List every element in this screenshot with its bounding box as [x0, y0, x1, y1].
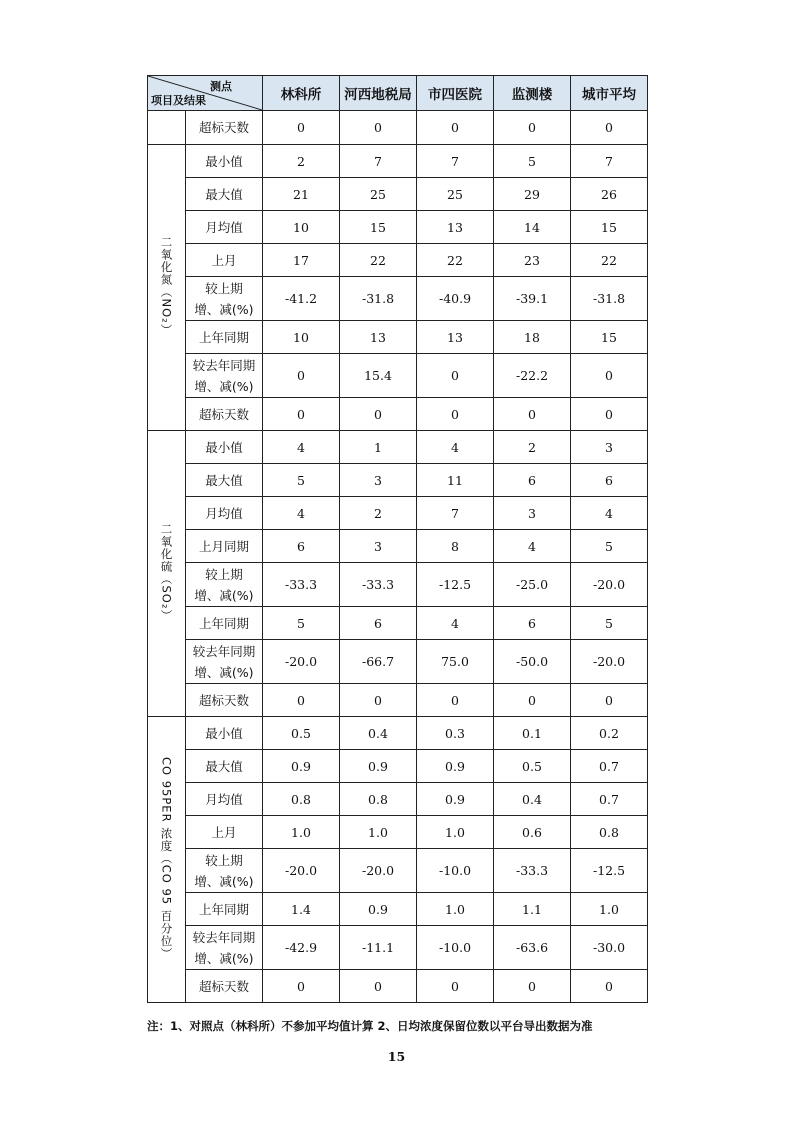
value-cell: 15 — [340, 211, 417, 244]
value-cell: 0 — [571, 398, 648, 431]
value-cell: 7 — [417, 145, 494, 178]
value-cell: 0.9 — [417, 750, 494, 783]
pollutant-label: CO 95PER 浓度（CO 95 百分位） — [159, 756, 174, 960]
value-cell: 10 — [263, 321, 340, 354]
table-row — [148, 244, 648, 277]
value-cell: 6 — [494, 464, 571, 497]
value-cell: 0.9 — [417, 783, 494, 816]
value-cell: 22 — [571, 244, 648, 277]
table-row — [148, 464, 648, 497]
table-row — [148, 849, 648, 893]
value-cell: 0.1 — [494, 717, 571, 750]
value-cell: 0.5 — [494, 750, 571, 783]
value-cell: 13 — [417, 321, 494, 354]
corner-label-sites: 测点 — [210, 80, 232, 93]
group-label-cell — [148, 431, 186, 717]
value-cell: 0 — [494, 111, 571, 145]
value-cell: 0 — [263, 684, 340, 717]
value-cell: 1.0 — [263, 816, 340, 849]
value-cell: 22 — [340, 244, 417, 277]
table-row — [148, 970, 648, 1003]
value-cell: -63.6 — [494, 926, 571, 970]
pollutant-label: 二氧化氮（NO₂） — [159, 235, 174, 337]
value-cell: -41.2 — [263, 277, 340, 321]
table-row — [148, 497, 648, 530]
row-label: 最大值 — [186, 464, 263, 497]
value-cell: 11 — [417, 464, 494, 497]
row-label: 上年同期 — [186, 893, 263, 926]
table-row — [148, 530, 648, 563]
table-row — [148, 211, 648, 244]
value-cell: 13 — [417, 211, 494, 244]
value-cell: 15 — [571, 211, 648, 244]
table-row — [148, 640, 648, 684]
value-cell: 75.0 — [417, 640, 494, 684]
value-cell: 0 — [494, 970, 571, 1003]
table-row — [148, 431, 648, 464]
value-cell: 0 — [571, 684, 648, 717]
value-cell: 0 — [571, 970, 648, 1003]
value-cell: -20.0 — [340, 849, 417, 893]
value-cell: 6 — [571, 464, 648, 497]
value-cell: 18 — [494, 321, 571, 354]
row-label: 月均值 — [186, 211, 263, 244]
value-cell: -22.2 — [494, 354, 571, 398]
table-row — [148, 684, 648, 717]
value-cell: 21 — [263, 178, 340, 211]
value-cell: -40.9 — [417, 277, 494, 321]
row-label: 最大值 — [186, 178, 263, 211]
value-cell: 2 — [263, 145, 340, 178]
value-cell: 0.5 — [263, 717, 340, 750]
value-cell: 1.0 — [417, 816, 494, 849]
air-quality-table — [147, 75, 648, 1003]
row-label: 较上期 增、减(%) — [186, 277, 263, 321]
value-cell: 6 — [494, 607, 571, 640]
value-cell: 0.9 — [340, 893, 417, 926]
row-label: 超标天数 — [186, 111, 263, 145]
value-cell: 8 — [417, 530, 494, 563]
row-label: 较上期 增、减(%) — [186, 849, 263, 893]
column-header: 监测楼 — [494, 76, 571, 111]
table-row — [148, 563, 648, 607]
value-cell: 29 — [494, 178, 571, 211]
group-label-cell — [148, 111, 186, 145]
value-cell: 2 — [494, 431, 571, 464]
value-cell: 0.9 — [340, 750, 417, 783]
value-cell: -10.0 — [417, 849, 494, 893]
value-cell: -42.9 — [263, 926, 340, 970]
value-cell: -33.3 — [340, 563, 417, 607]
value-cell: 10 — [263, 211, 340, 244]
value-cell: 0 — [263, 354, 340, 398]
value-cell: 0.9 — [263, 750, 340, 783]
value-cell: 13 — [340, 321, 417, 354]
value-cell: 0 — [571, 111, 648, 145]
value-cell: 1.0 — [571, 893, 648, 926]
value-cell: 23 — [494, 244, 571, 277]
value-cell: -50.0 — [494, 640, 571, 684]
page-number: 15 — [387, 1049, 406, 1064]
value-cell: -66.7 — [340, 640, 417, 684]
value-cell: 3 — [340, 464, 417, 497]
value-cell: -33.3 — [263, 563, 340, 607]
row-label: 上月 — [186, 816, 263, 849]
value-cell: 0 — [417, 111, 494, 145]
header-corner-cell — [148, 76, 263, 111]
table-row — [148, 277, 648, 321]
row-label: 上月同期 — [186, 530, 263, 563]
value-cell: 0 — [263, 111, 340, 145]
value-cell: 0.8 — [340, 783, 417, 816]
row-label: 超标天数 — [186, 684, 263, 717]
table-row — [148, 783, 648, 816]
table-footnote: 注：1、对照点（林科所）不参加平均值计算 2、日均浓度保留位数以平台导出数据为准 — [147, 1019, 593, 1033]
column-header: 城市平均 — [571, 76, 648, 111]
value-cell: 5 — [571, 530, 648, 563]
value-cell: -20.0 — [571, 640, 648, 684]
value-cell: 0.6 — [494, 816, 571, 849]
value-cell: -39.1 — [494, 277, 571, 321]
value-cell: 0.7 — [571, 783, 648, 816]
pollutant-label: 二氧化硫（SO₂） — [159, 522, 174, 622]
value-cell: -31.8 — [571, 277, 648, 321]
value-cell: 4 — [263, 431, 340, 464]
table-row — [148, 111, 648, 145]
value-cell: -25.0 — [494, 563, 571, 607]
value-cell: -20.0 — [571, 563, 648, 607]
value-cell: 22 — [417, 244, 494, 277]
value-cell: 0 — [340, 111, 417, 145]
value-cell: 6 — [340, 607, 417, 640]
value-cell: 3 — [494, 497, 571, 530]
row-label: 较去年同期 增、减(%) — [186, 354, 263, 398]
column-header: 河西地税局 — [340, 76, 417, 111]
row-label: 最大值 — [186, 750, 263, 783]
value-cell: 3 — [340, 530, 417, 563]
row-label: 上年同期 — [186, 321, 263, 354]
value-cell: 0 — [417, 398, 494, 431]
row-label: 最小值 — [186, 431, 263, 464]
value-cell: 1.4 — [263, 893, 340, 926]
row-label: 超标天数 — [186, 398, 263, 431]
table-row — [148, 816, 648, 849]
value-cell: 0.4 — [340, 717, 417, 750]
row-label: 较上期 增、减(%) — [186, 563, 263, 607]
value-cell: 0.4 — [494, 783, 571, 816]
value-cell: -12.5 — [417, 563, 494, 607]
row-label: 较去年同期 增、减(%) — [186, 640, 263, 684]
table-row — [148, 750, 648, 783]
group-label-cell — [148, 717, 186, 1003]
value-cell: 0 — [417, 684, 494, 717]
value-cell: 4 — [263, 497, 340, 530]
row-label: 月均值 — [186, 497, 263, 530]
value-cell: 25 — [340, 178, 417, 211]
group-label-cell — [148, 145, 186, 431]
value-cell: -20.0 — [263, 640, 340, 684]
value-cell: 0 — [340, 398, 417, 431]
value-cell: -11.1 — [340, 926, 417, 970]
value-cell: -20.0 — [263, 849, 340, 893]
value-cell: 7 — [417, 497, 494, 530]
value-cell: 4 — [417, 431, 494, 464]
column-header: 市四医院 — [417, 76, 494, 111]
table-row — [148, 321, 648, 354]
table-row — [148, 145, 648, 178]
value-cell: 0.7 — [571, 750, 648, 783]
value-cell: 5 — [494, 145, 571, 178]
value-cell: 0 — [417, 354, 494, 398]
value-cell: -33.3 — [494, 849, 571, 893]
row-label: 月均值 — [186, 783, 263, 816]
value-cell: 0 — [494, 398, 571, 431]
value-cell: 4 — [494, 530, 571, 563]
value-cell: -31.8 — [340, 277, 417, 321]
value-cell: 0 — [340, 970, 417, 1003]
table-row — [148, 178, 648, 211]
value-cell: 0 — [263, 970, 340, 1003]
value-cell: 5 — [571, 607, 648, 640]
value-cell: 1.0 — [417, 893, 494, 926]
row-label: 最小值 — [186, 717, 263, 750]
value-cell: 0.8 — [571, 816, 648, 849]
value-cell: 0 — [417, 970, 494, 1003]
column-header: 林科所 — [263, 76, 340, 111]
table-body — [148, 111, 648, 1003]
value-cell: -10.0 — [417, 926, 494, 970]
row-label: 最小值 — [186, 145, 263, 178]
value-cell: 4 — [571, 497, 648, 530]
value-cell: 26 — [571, 178, 648, 211]
value-cell: 17 — [263, 244, 340, 277]
row-label: 较去年同期 增、减(%) — [186, 926, 263, 970]
value-cell: 1.0 — [340, 816, 417, 849]
table-row — [148, 717, 648, 750]
value-cell: 0.8 — [263, 783, 340, 816]
table-row — [148, 398, 648, 431]
value-cell: 25 — [417, 178, 494, 211]
value-cell: 1.1 — [494, 893, 571, 926]
value-cell: -30.0 — [571, 926, 648, 970]
value-cell: 14 — [494, 211, 571, 244]
corner-label-items: 项目及结果 — [151, 94, 206, 107]
table-header-row — [148, 76, 648, 111]
table-row — [148, 607, 648, 640]
value-cell: 4 — [417, 607, 494, 640]
value-cell: 0 — [340, 684, 417, 717]
value-cell: -12.5 — [571, 849, 648, 893]
value-cell: 0.2 — [571, 717, 648, 750]
value-cell: 1 — [340, 431, 417, 464]
row-label: 上月 — [186, 244, 263, 277]
table-row — [148, 354, 648, 398]
value-cell: 7 — [340, 145, 417, 178]
value-cell: 2 — [340, 497, 417, 530]
value-cell: 6 — [263, 530, 340, 563]
table-row — [148, 893, 648, 926]
value-cell: 5 — [263, 607, 340, 640]
value-cell: 7 — [571, 145, 648, 178]
value-cell: 15.4 — [340, 354, 417, 398]
value-cell: 0 — [494, 684, 571, 717]
value-cell: 0 — [263, 398, 340, 431]
value-cell: 5 — [263, 464, 340, 497]
value-cell: 0.3 — [417, 717, 494, 750]
table-row — [148, 926, 648, 970]
value-cell: 0 — [571, 354, 648, 398]
value-cell: 3 — [571, 431, 648, 464]
row-label: 上年同期 — [186, 607, 263, 640]
row-label: 超标天数 — [186, 970, 263, 1003]
value-cell: 15 — [571, 321, 648, 354]
